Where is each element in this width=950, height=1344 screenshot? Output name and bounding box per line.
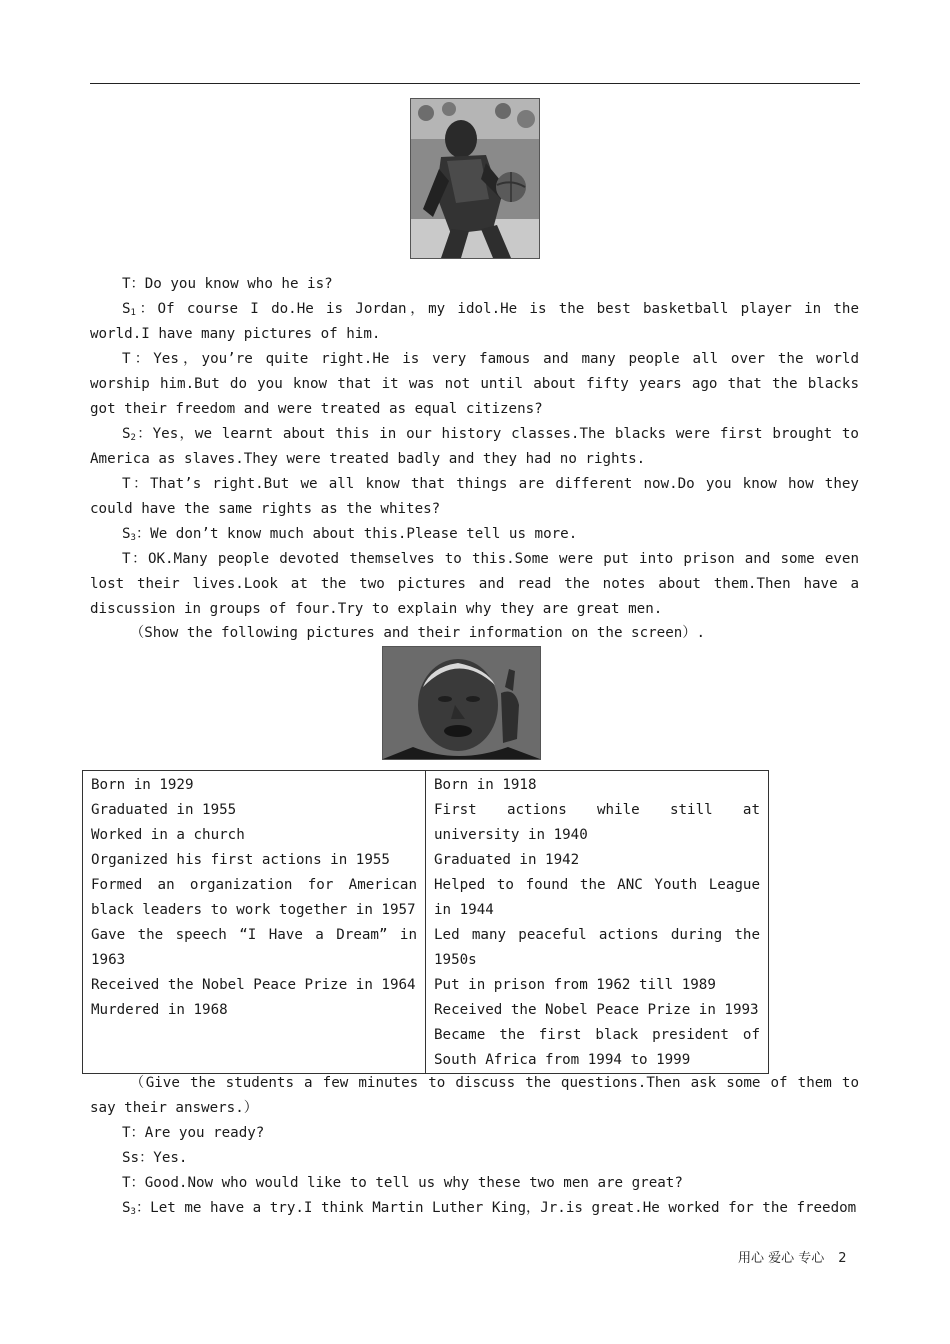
- timeline-entry: Helped to found the ANC Youth League in 1944: [434, 877, 760, 918]
- dialogue-line: T：Are you ready?: [122, 1125, 265, 1141]
- page-footer: [738, 1247, 847, 1266]
- king-timeline-cell: [83, 771, 426, 1074]
- timeline-entry: Graduated in 1955: [91, 802, 237, 818]
- dialogue-line: $S_3$：We don’t know much about this.Please tell us more.: [122, 526, 578, 543]
- timeline-entry: Became the first black president of South Africa from 1994 to 1999: [434, 1027, 760, 1068]
- footer-motto: 用心 爱心 专心: [738, 1251, 825, 1266]
- stage-direction: （Show the following pictures and their information on the screen）.: [130, 625, 706, 641]
- utterance: Of course I do.He is Jordan，my idol.He is the best basketball player in the world.I have many pictures of him.: [90, 301, 859, 342]
- timeline-entry: Born in 1929: [91, 777, 194, 793]
- speaker: T: [122, 351, 131, 367]
- speaker: S: [122, 426, 131, 442]
- speaker: S: [122, 1200, 131, 1216]
- timeline-entry: Received the Nobel Peace Prize in 1993: [434, 1002, 759, 1018]
- timeline-entry: Worked in a church: [91, 827, 245, 843]
- mandela-timeline-cell: [426, 771, 769, 1074]
- stage-direction: （Give the students a few minutes to discuss the questions.Then ask some of them to say their answers.）: [90, 1075, 859, 1116]
- utterance: Do you know who he is?: [144, 276, 333, 292]
- dialogue-line: $S_3$：Let me have a try.I think Martin Luther King，Jr.is great.He worked for the freedom: [122, 1200, 857, 1217]
- speaker: T: [122, 276, 131, 292]
- speaker: Ss: [122, 1150, 140, 1166]
- dialogue-line: T：OK.Many people devoted themselves to this.Some were put into prison and some even lost their lives.Look at the two pictures and read the notes about them.Then have a discussion in groups of four.Try to explain why they are great men.: [90, 551, 859, 617]
- timeline-entry: Received the Nobel Peace Prize in 1964: [91, 977, 416, 993]
- utterance: Yes，you’re quite right.He is very famous and many people all over the world worship him.But do you know that it was not until about fifty years ago that the blacks got their freedom and were treated as equal citizens?: [90, 351, 859, 417]
- utterance: We don’t know much about this.Please tell us more.: [150, 526, 578, 542]
- dialogue-line: T：Good.Now who would like to tell us why these two men are great?: [122, 1175, 683, 1191]
- utterance: Yes.: [153, 1150, 188, 1166]
- utterance: Yes，we learnt about this in our history classes.The blacks were first brought to America as slaves.They were treated badly and they had no rights.: [90, 426, 859, 467]
- utterance: Are you ready?: [144, 1125, 265, 1141]
- utterance: OK.Many people devoted themselves to this.Some were put into prison and some even lost their lives.Look at the two pictures and read the notes about them.Then have a discussion in groups of four.Try to explain why they are great men.: [90, 551, 859, 617]
- dialogue-line: $S_1$：Of course I do.He is Jordan，my idol.He is the best basketball player in the world.I have many pictures of him.: [90, 301, 859, 342]
- mandela-photo: [382, 646, 541, 760]
- speaker: T: [122, 551, 131, 567]
- speaker: S: [122, 526, 131, 542]
- utterance: Good.Now who would like to tell us why these two men are great?: [144, 1175, 683, 1191]
- utterance: That’s right.But we all know that things are different now.Do you know how they could have the same rights as the whites?: [90, 476, 859, 517]
- timeline-entry: Gave the speech “I Have a Dream” in 1963: [91, 927, 417, 968]
- dialogue-line: Ss：Yes.: [122, 1150, 188, 1166]
- timeline-entry: Led many peaceful actions during the 1950s: [434, 927, 760, 968]
- speaker: T: [122, 1125, 131, 1141]
- dialogue-line: $S_2$：Yes，we learnt about this in our history classes.The blacks were first brought to America as slaves.They were treated badly and they had no rights.: [90, 426, 859, 467]
- timeline-entry: First actions while still at university in 1940: [434, 802, 760, 843]
- timeline-entry: Formed an organization for American black leaders to work together in 1957: [91, 877, 417, 918]
- speaker: T: [122, 476, 131, 492]
- dialogue-line: T：Yes，you’re quite right.He is very famous and many people all over the world worship him.But do you know that it was not until about fifty years ago that the blacks got their freedom and were treated as equal citizens?: [90, 351, 859, 417]
- utterance: Let me have a try.I think Martin Luther King，Jr.is great.He worked for the freedom: [150, 1200, 857, 1216]
- timeline-entry: Organized his first actions in 1955: [91, 852, 390, 868]
- biography-comparison-table: [82, 770, 769, 1074]
- header-rule: [90, 83, 860, 84]
- dialogue-line: T：That’s right.But we all know that things are different now.Do you know how they could have the same rights as the whites?: [90, 476, 859, 517]
- speaker: T: [122, 1175, 131, 1191]
- page-number: 2: [838, 1251, 847, 1266]
- timeline-entry: Graduated in 1942: [434, 852, 580, 868]
- basketball-player-photo: [410, 98, 540, 259]
- speaker: S: [122, 301, 131, 317]
- timeline-entry: Born in 1918: [434, 777, 537, 793]
- dialogue-line: T：Do you know who he is?: [122, 276, 333, 292]
- timeline-entry: Murdered in 1968: [91, 1002, 228, 1018]
- timeline-entry: Put in prison from 1962 till 1989: [434, 977, 716, 993]
